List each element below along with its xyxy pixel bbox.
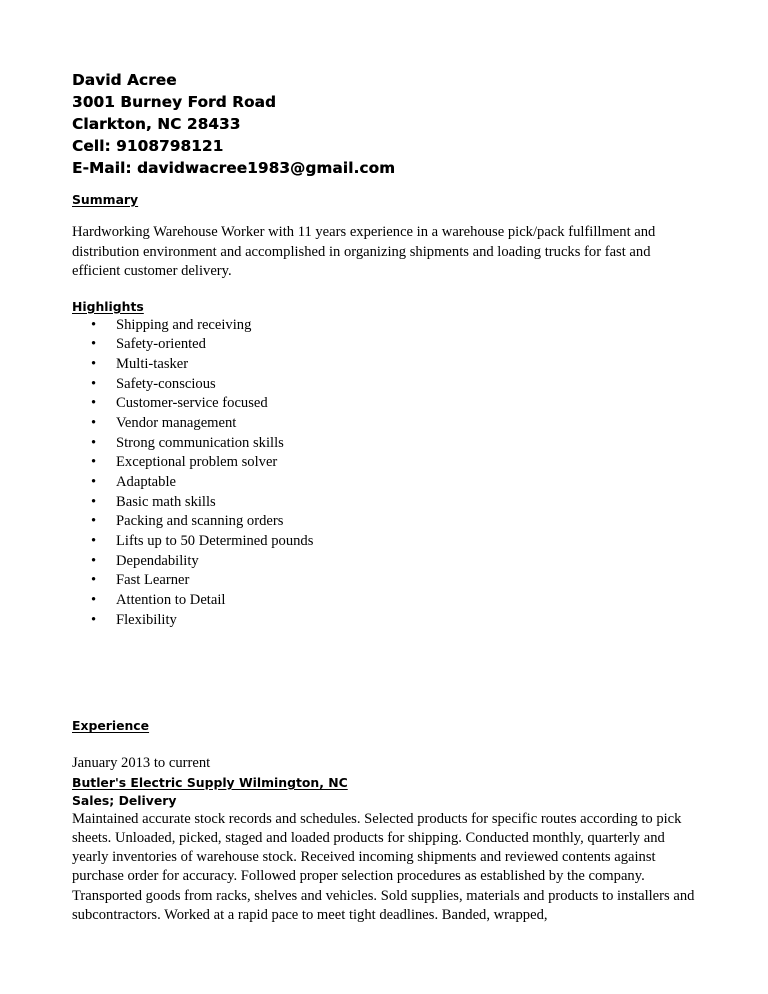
job-company: Butler's Electric Supply Wilmington, NC bbox=[72, 774, 348, 790]
contact-block bbox=[72, 69, 702, 179]
job-description: Maintained accurate stock records and schedules. Selected products for specific routes according to pick sheets. Unloaded, picked, staged and loaded products for shipping. Conducted monthly, quarterly and yearly inventories of warehouse stock. Received incoming shipments and reviewed contents against purchase order for accuracy. Followed proper selection procedures as established by the company. Transported goods from racks, shelves and vehicles. Sold supplies, materials and products to installers and subcontractors. Worked at a rapid pace to meet tight deadlines. Banded, wrapped, bbox=[72, 810, 695, 923]
experience-heading: Experience bbox=[72, 718, 150, 734]
bullet-icon: • bbox=[91, 493, 97, 510]
highlight-text: Lifts up to 50 Determined pounds bbox=[116, 533, 314, 549]
highlight-item bbox=[72, 571, 702, 591]
highlight-text: Safety-conscious bbox=[116, 375, 216, 392]
highlight-text: Safety-oriented bbox=[116, 336, 206, 353]
bullet-icon: • bbox=[91, 513, 97, 530]
highlight-item bbox=[72, 512, 702, 532]
highlight-text: Attention to Detail bbox=[116, 591, 226, 608]
highlight-text: Strong communication skills bbox=[116, 434, 284, 451]
bullet-icon: • bbox=[91, 611, 97, 628]
highlight-item bbox=[72, 493, 702, 513]
highlight-text: Customer-service focused bbox=[116, 395, 268, 412]
bullet-icon: • bbox=[91, 395, 97, 412]
highlight-item bbox=[72, 611, 702, 631]
job-role: Sales; Delivery bbox=[72, 792, 177, 808]
bullet-icon: • bbox=[91, 415, 97, 432]
bullet-icon: • bbox=[91, 356, 97, 373]
bullet-icon: • bbox=[91, 316, 97, 333]
bullet-icon: • bbox=[91, 533, 97, 549]
highlight-item bbox=[72, 414, 702, 434]
highlight-text: Multi-tasker bbox=[116, 356, 189, 373]
bullet-icon: • bbox=[91, 552, 97, 569]
highlight-text: Vendor management bbox=[116, 415, 237, 432]
highlight-item bbox=[72, 355, 702, 375]
highlight-item bbox=[72, 532, 702, 552]
bullet-icon: • bbox=[91, 572, 97, 589]
highlight-item bbox=[72, 591, 702, 611]
contact-name: David Acree bbox=[72, 71, 177, 89]
highlight-item bbox=[72, 453, 702, 473]
highlights-heading: Highlights bbox=[72, 298, 144, 314]
contact-address-line2: Clarkton, NC 28433 bbox=[72, 115, 241, 133]
highlight-text: Dependability bbox=[116, 552, 199, 569]
highlight-text: Packing and scanning orders bbox=[116, 513, 284, 530]
highlight-text: Fast Learner bbox=[116, 572, 190, 589]
contact-email: E-Mail: davidwacree1983@gmail.com bbox=[72, 159, 396, 177]
highlight-text: Exceptional problem solver bbox=[116, 454, 278, 471]
job-entry bbox=[72, 754, 702, 925]
bullet-icon: • bbox=[91, 336, 97, 353]
bullet-icon: • bbox=[91, 454, 97, 471]
highlight-item bbox=[72, 394, 702, 414]
highlight-item bbox=[72, 552, 702, 572]
contact-cell: Cell: 9108798121 bbox=[72, 137, 224, 155]
highlights-list bbox=[72, 316, 702, 631]
resume-page bbox=[72, 69, 702, 925]
bullet-icon: • bbox=[91, 375, 97, 392]
highlight-text: Adaptable bbox=[116, 474, 176, 491]
contact-address-line1: 3001 Burney Ford Road bbox=[72, 93, 276, 111]
bullet-icon: • bbox=[91, 434, 97, 451]
job-dates: January 2013 to current bbox=[72, 755, 211, 772]
highlight-text: Shipping and receiving bbox=[116, 316, 252, 333]
highlight-item bbox=[72, 335, 702, 355]
bullet-icon: • bbox=[91, 591, 97, 608]
highlight-item bbox=[72, 375, 702, 395]
highlight-text: Flexibility bbox=[116, 611, 177, 628]
summary-heading: Summary bbox=[72, 192, 139, 207]
highlight-item bbox=[72, 434, 702, 454]
highlight-item bbox=[72, 473, 702, 493]
highlight-item bbox=[72, 316, 702, 336]
bullet-icon: • bbox=[91, 474, 97, 491]
summary-text: Hardworking Warehouse Worker with 11 years experience in a warehouse pick/pack fulfillment and distribution environment and accomplished in organizing shipments and loading trucks for fast and efficient customer delivery. bbox=[72, 224, 656, 280]
highlight-text: Basic math skills bbox=[116, 493, 216, 510]
